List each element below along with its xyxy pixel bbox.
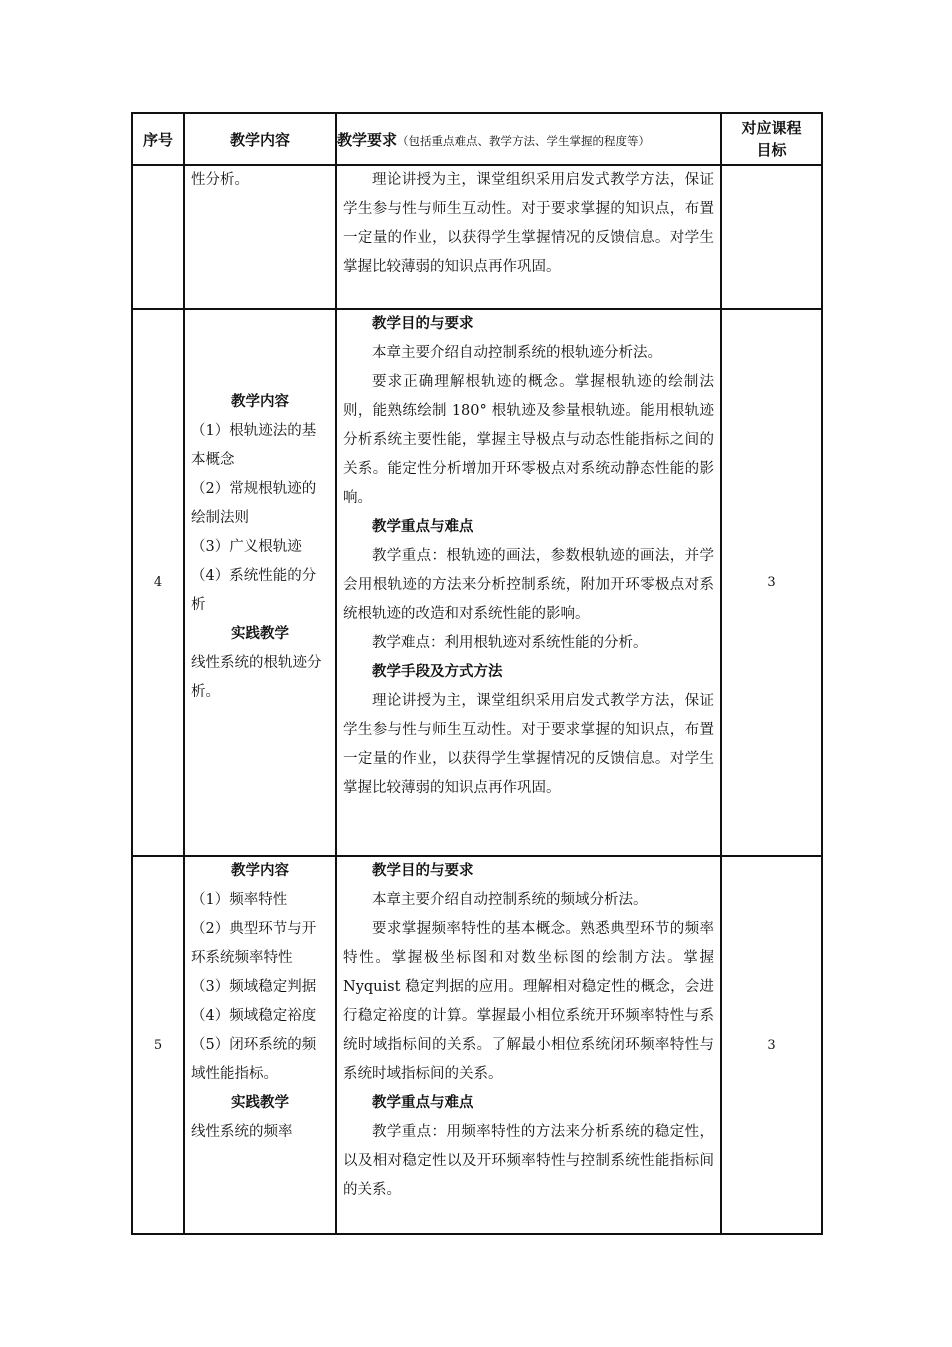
header-requirements: [336, 113, 721, 165]
req-paragraph: 教学重点：用频率特性的方法来分析系统的稳定性，以及相对稳定性以及开环频率特性与控制系统性能指标间的关系。: [343, 1124, 714, 1198]
row-content: [184, 309, 336, 856]
row-goal: [721, 165, 822, 309]
content-item: （1）根轨迹法的基本概念: [191, 423, 317, 468]
header-goal-line1: 对应课程: [741, 119, 802, 137]
content-item: （3）广义根轨迹: [191, 539, 302, 555]
header-goal: [721, 113, 822, 165]
header-num: 序号: [132, 113, 184, 165]
row-num: 4: [132, 309, 184, 856]
content-item: （1）频率特性: [191, 892, 288, 908]
row-goal: 3: [721, 856, 822, 1234]
content-heading: 教学内容: [231, 394, 289, 410]
row-content: [184, 165, 336, 309]
header-goal-line2: 目标: [756, 141, 787, 159]
req-paragraph: 理论讲授为主，课堂组织采用启发式教学方法，保证学生参与性与师生互动性。对于要求掌握的知识点，布置一定量的作业，以获得学生掌握情况的反馈信息。对学生掌握比较薄弱的知识点再作巩固。: [343, 693, 714, 796]
content-item: （3）频域稳定判据: [191, 979, 317, 995]
row-goal: 3: [721, 309, 822, 856]
goal-heading: 教学目的与要求: [372, 863, 474, 879]
header-req-main: 教学要求: [337, 130, 398, 149]
row-num: 5: [132, 856, 184, 1234]
content-item: （2）典型环节与开环系统频率特性: [191, 921, 317, 966]
table-row-5: [132, 856, 822, 1234]
method-heading: 教学手段及方式方法: [372, 664, 503, 680]
key-heading: 教学重点与难点: [372, 519, 474, 535]
row-num: [132, 165, 184, 309]
practice-heading: 实践教学: [231, 1095, 289, 1111]
header-row: [132, 113, 822, 165]
content-heading: 教学内容: [231, 863, 289, 879]
req-paragraph: 要求掌握频率特性的基本概念。熟悉典型环节的频率特性。掌握极坐标图和对数坐标图的绘制方法。掌握 Nyquist 稳定判据的应用。理解相对稳定性的概念，会进行稳定裕度的计算。掌握最小相位系统开环频率特性与系统时域指标间的关系。了解最小相位系统闭环频率特性与系统时域指标间的关系。: [343, 921, 714, 1082]
table-row-continued: [132, 165, 822, 309]
req-paragraph: 要求正确理解根轨迹的概念。掌握根轨迹的绘制法则，能熟练绘制 180° 根轨迹及参量根轨迹。能用根轨迹分析系统主要性能，掌握主导极点与动态性能指标之间的关系。能定性分析增加开环零极点对系统动静态性能的影响。: [343, 374, 714, 506]
content-item: （4）频域稳定裕度: [191, 1008, 317, 1024]
req-text: 理论讲授为主，课堂组织采用启发式教学方法，保证学生参与性与师生互动性。对于要求掌握的知识点，布置一定量的作业，以获得学生掌握情况的反馈信息。对学生掌握比较薄弱的知识点再作巩固。: [343, 172, 714, 275]
content-item: （2）常规根轨迹的绘制法则: [191, 481, 317, 526]
content-item: （4）系统性能的分析: [191, 568, 317, 613]
goal-heading: 教学目的与要求: [372, 316, 474, 332]
content-text: 性分析。: [191, 172, 249, 188]
row-requirements: [336, 165, 721, 309]
req-paragraph: 本章主要介绍自动控制系统的频域分析法。: [372, 892, 648, 908]
row-requirements: [336, 856, 721, 1234]
req-paragraph: 本章主要介绍自动控制系统的根轨迹分析法。: [372, 345, 662, 361]
req-paragraph: 教学难点：利用根轨迹对系统性能的分析。: [372, 635, 648, 651]
req-paragraph: 教学重点：根轨迹的画法，参数根轨迹的画法，并学会用根轨迹的方法来分析控制系统，附加开环零极点对系统根轨迹的改造和对系统性能的影响。: [343, 548, 714, 622]
header-req-sub: （包括重点难点、教学方法、学生掌握的程度等）: [397, 133, 651, 148]
table-row-4: [132, 309, 822, 856]
key-heading: 教学重点与难点: [372, 1095, 474, 1111]
practice-text: 线性系统的根轨迹分析。: [191, 655, 322, 700]
practice-text: 线性系统的频率: [191, 1124, 293, 1140]
syllabus-table: [131, 112, 823, 1235]
practice-heading: 实践教学: [231, 626, 289, 642]
header-content: 教学内容: [184, 113, 336, 165]
row-content: [184, 856, 336, 1234]
content-item: （5）闭环系统的频域性能指标。: [191, 1037, 317, 1082]
row-requirements: [336, 309, 721, 856]
